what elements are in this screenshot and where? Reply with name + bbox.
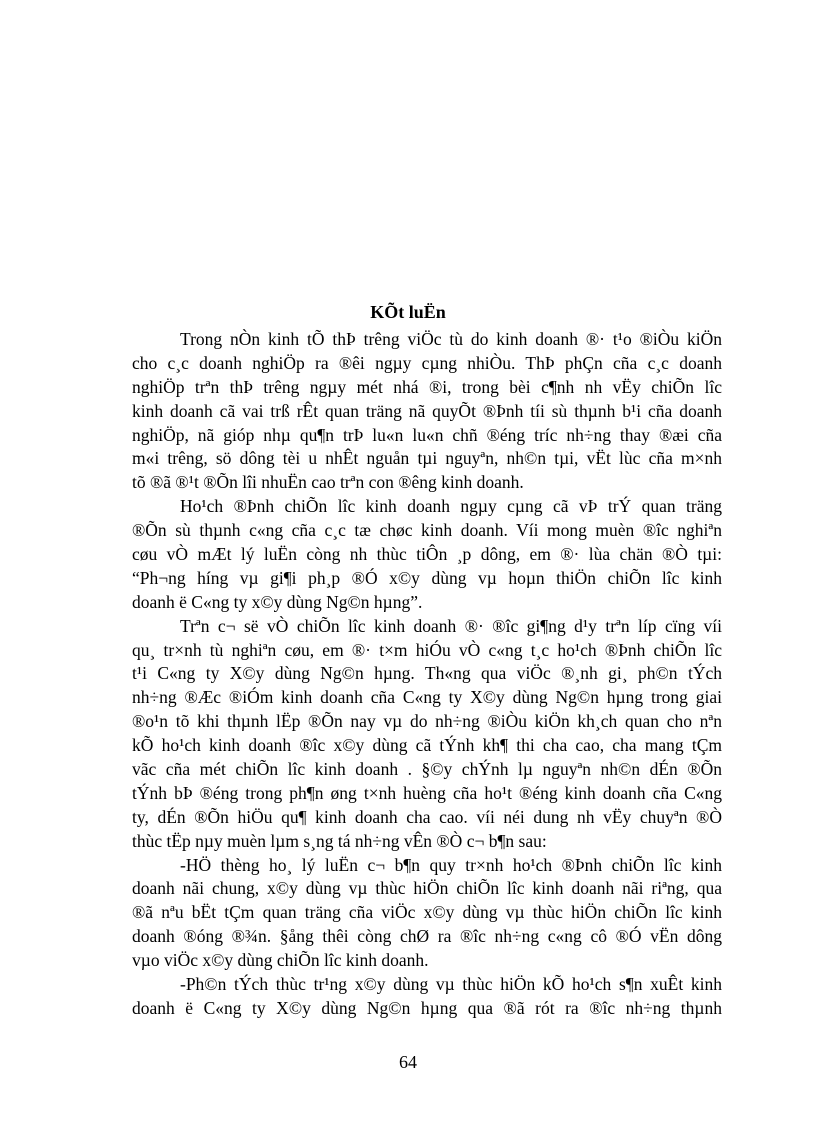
text-line: “Ph¬ng híng vµ gi¶i ph¸p ®Ó x©y dùng vµ hoµn thiÖn chiÕn lîc kinh bbox=[132, 567, 722, 588]
text-line: t¹i C«ng ty X©y dùng Ng©n hµng. Th«ng qua viÖc ®¸nh gi¸ ph©n tÝch bbox=[132, 663, 722, 684]
text-line: cho c¸c doanh nghiÖp ra ®êi ngµy cµng nhiÒu. ThÞ phÇn cña c¸c doanh bbox=[132, 352, 722, 373]
text-line: tõ ®ã ®¹t ®Õn lîi nhuËn cao trªn con ®êng kinh doanh. bbox=[132, 472, 524, 493]
body-text bbox=[132, 328, 722, 1021]
text-line: qu¸ tr×nh tù nghiªn cøu, em ®· t×m hiÓu vÒ c«ng t¸c ho¹ch ®Þnh chiÕn lîc bbox=[132, 639, 722, 660]
text-line: nh÷ng ®Æc ®iÓm kinh doanh cña C«ng ty X©y dùng Ng©n hµng trong giai bbox=[132, 687, 722, 708]
page-number: 64 bbox=[399, 1052, 417, 1072]
text-line: ty, dÉn ®Õn hiÖu qu¶ kinh doanh cha cao. víi néi dung nh vËy chuyªn ®Ò bbox=[132, 806, 722, 827]
section-heading: KÕt luËn bbox=[370, 302, 446, 322]
text-line: Trong nÒn kinh tÕ thÞ trêng viÖc tù do kinh doanh ®· t¹o ®iÒu kiÖn bbox=[180, 329, 722, 349]
text-line: Ho¹ch ®Þnh chiÕn lîc kinh doanh ngµy cµng cã vÞ trÝ quan träng bbox=[180, 496, 722, 517]
text-line: nghiÖp, nã gióp nhµ qu¶n trÞ lu«n lu«n chñ ®éng tríc nh÷ng thay ®æi cña bbox=[132, 424, 722, 445]
text-line: ®o¹n tõ khi thµnh lËp ®Õn nay vµ do nh÷ng ®iÒu kiÖn kh¸ch quan cho nªn bbox=[132, 711, 722, 732]
text-line: m«i trêng, sö dông tèi u nhÊt nguån tµi nguyªn, nh©n tµi, vËt lùc cña m×nh bbox=[132, 448, 722, 469]
text-line: Trªn c¬ së vÒ chiÕn lîc kinh doanh ®· ®îc gi¶ng d¹y trªn líp cïng víi bbox=[180, 615, 722, 636]
text-line: nghiÖp trªn thÞ trêng ngµy mét nhá ®i, trong bèi c¶nh nh vËy chiÕn lîc bbox=[132, 376, 722, 397]
text-line: doanh ë C«ng ty x©y dùng Ng©n hµng”. bbox=[132, 591, 423, 612]
text-line: doanh nãi chung, x©y dùng vµ thùc hiÖn chiÕn lîc kinh doanh nãi riªng, qua bbox=[132, 878, 722, 899]
text-line: kinh doanh cã vai trß rÊt quan träng nã quyÕt ®Þnh tíi sù thµnh b¹i cña doanh bbox=[132, 400, 722, 421]
text-line: thùc tËp nµy muèn lµm s¸ng tá nh÷ng vÊn ®Ò c¬ b¶n sau: bbox=[132, 830, 547, 851]
text-line: ®Õn sù thµnh c«ng cña c¸c tæ chøc kinh doanh. Víi mong muèn ®îc nghiªn bbox=[132, 520, 722, 541]
text-line: doanh ë C«ng ty X©y dùng Ng©n hµng qua ®ã rót ra ®îc nh÷ng thµnh bbox=[132, 997, 722, 1018]
text-line: kÕ ho¹ch kinh doanh ®îc x©y dùng cã tÝnh kh¶ thi cha cao, cha mang tÇm bbox=[132, 735, 722, 756]
text-line: vµo viÖc x©y dùng chiÕn lîc kinh doanh. bbox=[132, 950, 429, 971]
text-line: tÝnh bÞ ®éng trong ph¶n øng t×nh huèng cña ho¹t ®éng kinh doanh cña C«ng bbox=[132, 782, 722, 803]
text-line: vãc cña mét chiÕn lîc kinh doanh . §©y chÝnh lµ nguyªn nh©n dÉn ®Õn bbox=[132, 759, 722, 780]
text-line: -HÖ thèng ho¸ lý luËn c¬ b¶n quy tr×nh ho¹ch ®Þnh chiÕn lîc kinh bbox=[180, 854, 722, 875]
text-line: cøu vÒ mÆt lý luËn còng nh thùc tiÔn ¸p dông, em ®· lùa chän ®Ò tµi: bbox=[132, 544, 722, 565]
text-line: doanh ®óng ®¾n. §ång thêi còng chØ ra ®îc nh÷ng c«ng cô ®Ó vËn dông bbox=[132, 926, 722, 947]
text-line: ®ã nªu bËt tÇm quan träng cña viÖc x©y dùng vµ thùc hiÖn chiÕn lîc kinh bbox=[132, 902, 722, 923]
text-line: -Ph©n tÝch thùc tr¹ng x©y dùng vµ thùc hiÖn kÕ ho¹ch s¶n xuÊt kinh bbox=[180, 974, 722, 995]
